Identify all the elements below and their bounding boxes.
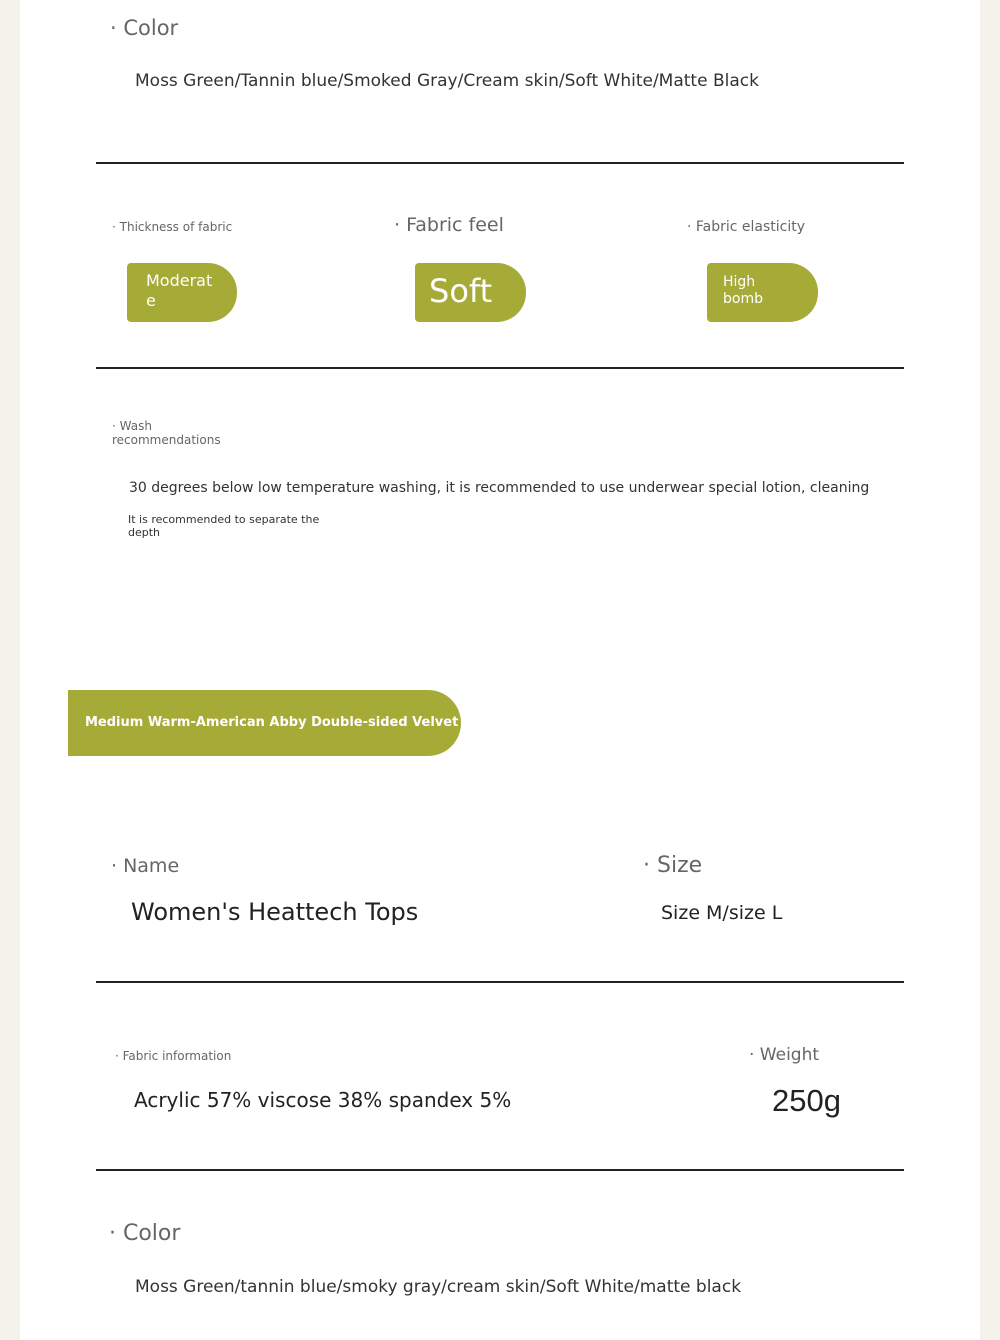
divider <box>96 1169 904 1171</box>
wash-label <box>112 419 221 447</box>
wash-subtext-line1: It is recommended to separate the <box>128 513 320 526</box>
size-label: · Size <box>643 853 703 878</box>
thickness-label: · Thickness of fabric <box>112 220 233 234</box>
color-label: · Color <box>110 16 179 40</box>
thickness-value-line1: Moderat <box>146 271 213 290</box>
wash-subtext <box>128 513 319 539</box>
wash-subtext-line2: depth <box>128 526 161 539</box>
divider <box>96 162 904 164</box>
fabric-elasticity-value-line2: bomb <box>723 291 763 307</box>
weight-label: · Weight <box>749 1045 820 1065</box>
fabric-elasticity-label: · Fabric elasticity <box>687 219 806 235</box>
wash-text: 30 degrees below low temperature washing, it is recommended to use underwear special lotion, cleaning <box>129 480 870 496</box>
thickness-value-line2: e <box>146 291 156 310</box>
color-value: Moss Green/Tannin blue/Smoked Gray/Cream skin/Soft White/Matte Black <box>135 71 759 91</box>
product-name: Women's Heattech Tops <box>131 898 419 926</box>
wash-label-line1: · Wash <box>112 419 152 433</box>
thickness-badge <box>127 263 237 322</box>
name-label: · Name <box>111 855 180 877</box>
fabric-info-label: · Fabric information <box>115 1049 232 1063</box>
color-label-bottom: · Color <box>109 1221 181 1246</box>
fabric-feel-badge <box>415 263 526 322</box>
fabric-elasticity-badge <box>707 263 818 322</box>
product-banner <box>68 690 461 756</box>
banner-text: Medium Warm-American Abby Double-sided Velvet <box>85 715 459 730</box>
wash-label-line2: recommendations <box>112 433 221 447</box>
fabric-feel-label: · Fabric feel <box>394 214 504 236</box>
fabric-elasticity-value-line1: High <box>723 274 756 290</box>
color-value-bottom: Moss Green/tannin blue/smoky gray/cream skin/Soft White/matte black <box>135 1277 742 1297</box>
divider <box>96 367 904 369</box>
weight-value: 250g <box>772 1083 841 1118</box>
fabric-info-value: Acrylic 57% viscose 38% spandex 5% <box>134 1088 512 1112</box>
size-value: Size M/size L <box>661 902 783 924</box>
product-detail-card <box>20 0 980 1340</box>
divider <box>96 981 904 983</box>
fabric-feel-value: Soft <box>429 272 493 310</box>
